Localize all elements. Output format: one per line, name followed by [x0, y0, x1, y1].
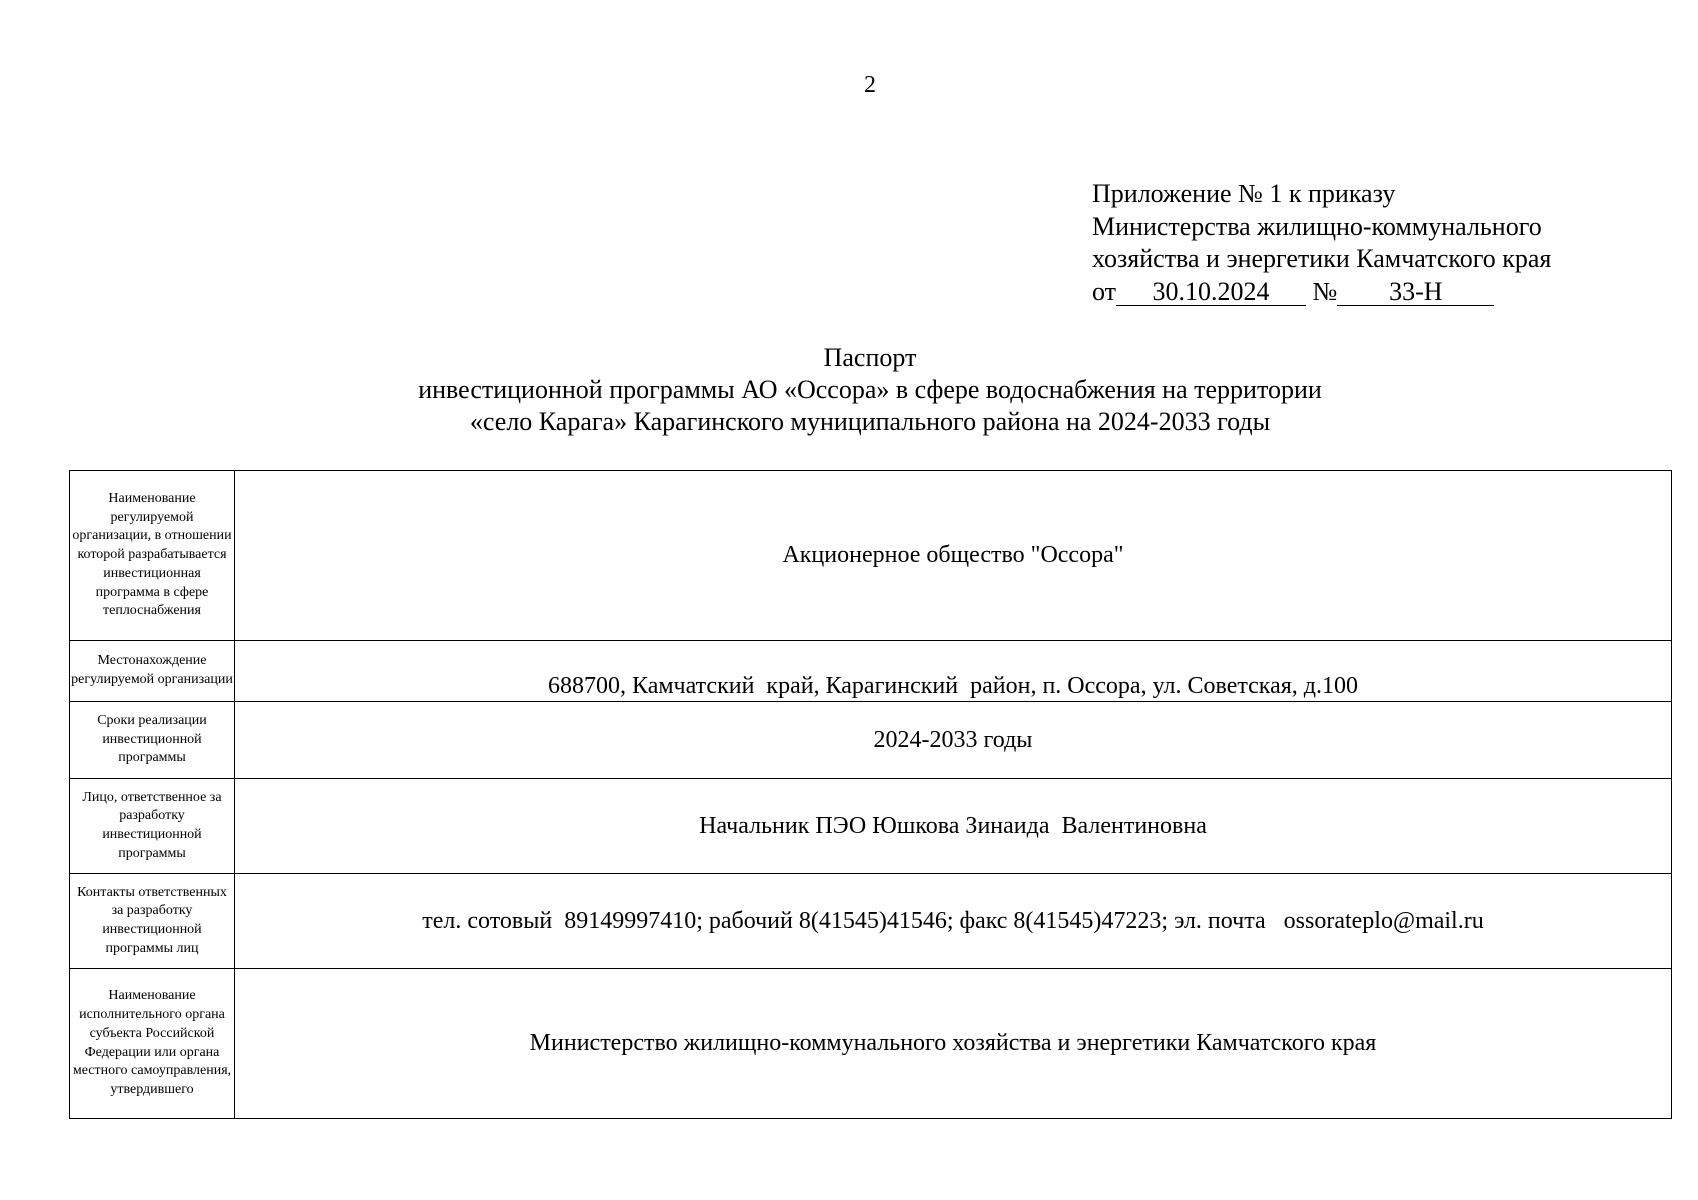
passport-table — [69, 470, 1672, 1119]
appendix-line-1: Приложение № 1 к приказу — [1092, 179, 1396, 208]
appendix-line-2: Министерства жилищно-коммунального — [1092, 211, 1542, 241]
row-label: Лицо, ответственное за разработку инвестиционной программы — [70, 779, 235, 874]
title-line-1: Паспорт — [823, 343, 917, 372]
document-title — [0, 342, 1698, 438]
row-value: 688700, Камчатский край, Карагинский район, п. Оссора, ул. Советская, д.100 — [235, 641, 1672, 702]
order-number: 33-Н — [1337, 279, 1494, 306]
date-prefix: от — [1092, 276, 1117, 306]
row-label: Местонахождение регулируемой организации — [70, 641, 235, 702]
row-value: Министерство жилищно-коммунального хозяйства и энергетики Камчатского края — [235, 969, 1672, 1119]
row-value: 2024-2033 годы — [235, 702, 1672, 779]
row-value: тел. сотовый 89149997410; рабочий 8(41545)41546; факс 8(41545)47223; эл. почта ossorateplo@mail.ru — [235, 874, 1672, 969]
order-date: 30.10.2024 — [1116, 279, 1306, 306]
table-row — [70, 969, 1672, 1119]
appendix-date-line — [1092, 276, 1551, 309]
appendix-block — [1092, 178, 1551, 308]
row-label: Контакты ответственных за разработку инвестиционной программы лиц — [70, 874, 235, 969]
number-sign: № — [1312, 276, 1338, 306]
row-label: Наименование исполнительного органа субъекта Российской Федерации или органа местного самоуправления, утвердившего — [70, 969, 235, 1119]
title-line-3: «село Карага» Карагинского муниципального района на 2024-2033 годы — [469, 407, 1271, 436]
table-row — [70, 874, 1672, 969]
title-line-2: инвестиционной программы АО «Оссора» в сфере водоснабжения на территории — [418, 375, 1322, 404]
appendix-line-3: хозяйства и энергетики Камчатского края — [1092, 244, 1552, 273]
table-row — [70, 779, 1672, 874]
table-row — [70, 702, 1672, 779]
row-value: Начальник ПЭО Юшкова Зинаида Валентиновна — [235, 779, 1672, 874]
table-row — [70, 641, 1672, 702]
row-label: Наименование регулируемой организации, в отношении которой разрабатывается инвестиционная программа в сфере теплоснабжения — [70, 471, 235, 641]
page-number: 2 — [864, 72, 876, 98]
row-label: Сроки реализации инвестиционной программы — [70, 702, 235, 779]
table-row — [70, 471, 1672, 641]
row-value: Акционерное общество "Оссора" — [235, 471, 1672, 641]
